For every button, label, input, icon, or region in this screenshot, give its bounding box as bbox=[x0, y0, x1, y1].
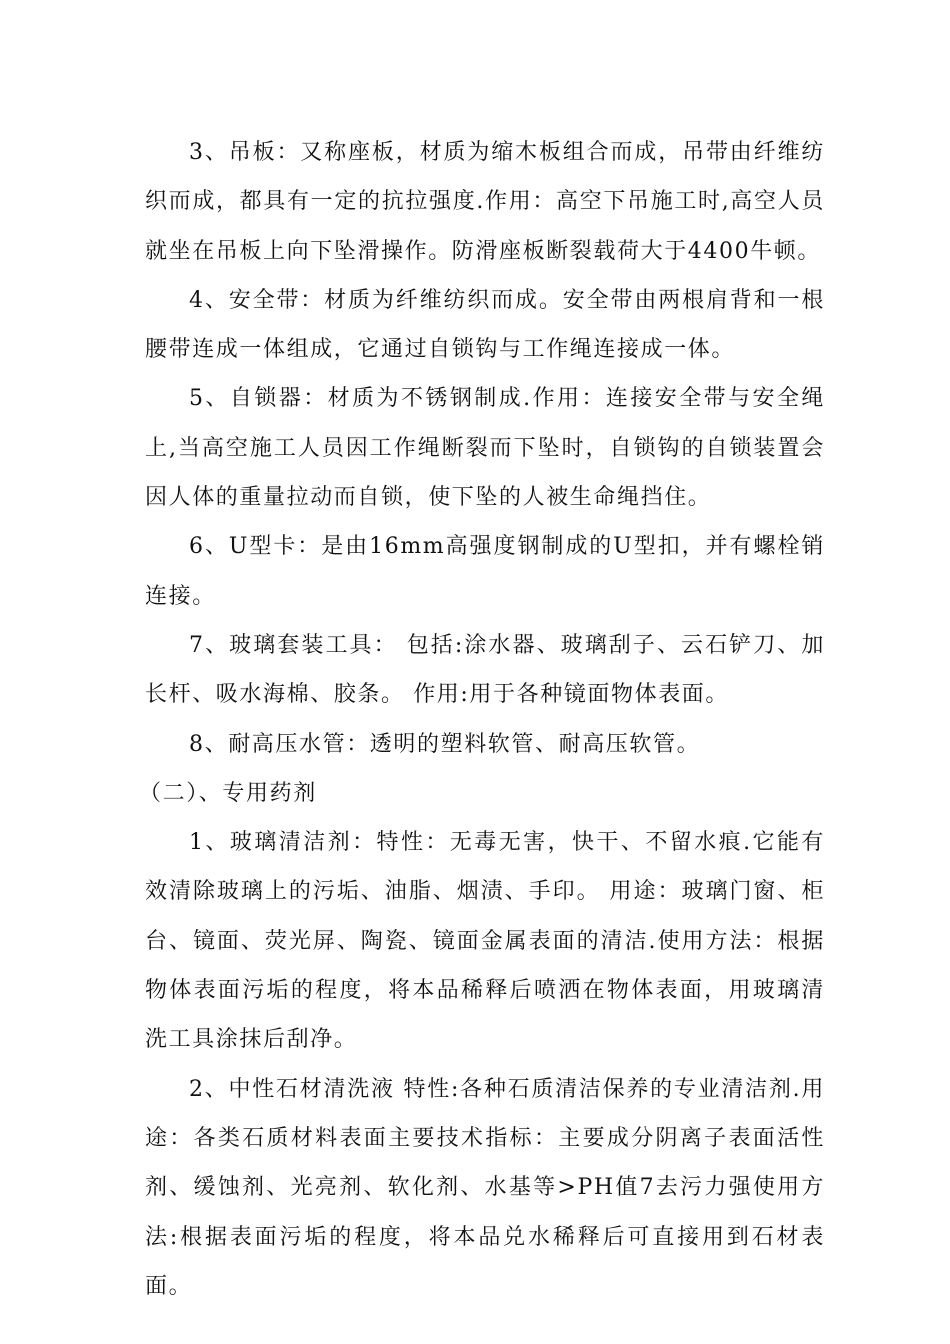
paragraph-u-clamp: 6、U型卡：是由16mm高强度钢制成的U型扣，并有螺栓销连接。 bbox=[145, 534, 825, 609]
paragraph-glass-tool-set: 7、玻璃套装工具： 包括:涂水器、玻璃刮子、云石铲刀、加长杆、吸水海棉、胶条。 作用:用于各种镜面物体表面。 bbox=[145, 632, 825, 708]
section-heading: （二）、专用药剂 bbox=[139, 780, 317, 806]
paragraph-glass-cleaner: 1、玻璃清洁剂：特性：无毒无害，快干、不留水痕.它能有效清除玻璃上的污垢、油脂、烟渍、手印。 用途：玻璃门窗、柜台、镜面、荧光屏、陶瓷、镜面金属表面的清洁.使用方法：根据物体表面污垢的程度，将本品稀释后喷洒在物体表面，用玻璃清洗工具涂抹后刮净。 bbox=[145, 830, 825, 1053]
paragraph-safety-belt: 4、安全带：材质为纤维纺织而成。安全带由两根肩背和一根腰带连成一体组成，它通过自锁钩与工作绳连接成一体。 bbox=[145, 287, 825, 363]
paragraph-self-locking-device: 5、自锁器：材质为不锈钢制成.作用：连接安全带与安全绳上,当高空施工人员因工作绳断裂而下坠时，自锁钩的自锁装置会因人体的重量拉动而自锁，使下坠的人被生命绳挡住。 bbox=[145, 386, 825, 511]
paragraph-hanging-board: 3、吊板：又称座板，材质为缩木板组合而成，吊带由纤维纺织而成，都具有一定的抗拉强度.作用：高空下吊施工时,高空人员就坐在吊板上向下坠滑操作。防滑座板断裂载荷大于4400牛顿。 bbox=[145, 140, 825, 264]
paragraph-high-pressure-hose: 8、耐高压水管：透明的塑料软管、耐高压软管。 bbox=[189, 731, 701, 757]
document-body bbox=[139, 128, 825, 1311]
paragraph-stone-cleaner: 2、中性石材清洗液 特性:各种石质清洁保养的专业清洁剂.用途：各类石质材料表面主要技术指标：主要成分阴离子表面活性剂、缓蚀剂、光亮剂、软化剂、水基等>PH值7去污力强使用方法:根据表面污垢的程度，将本品兑水稀释后可直接用到石材表面。 bbox=[145, 1076, 825, 1299]
